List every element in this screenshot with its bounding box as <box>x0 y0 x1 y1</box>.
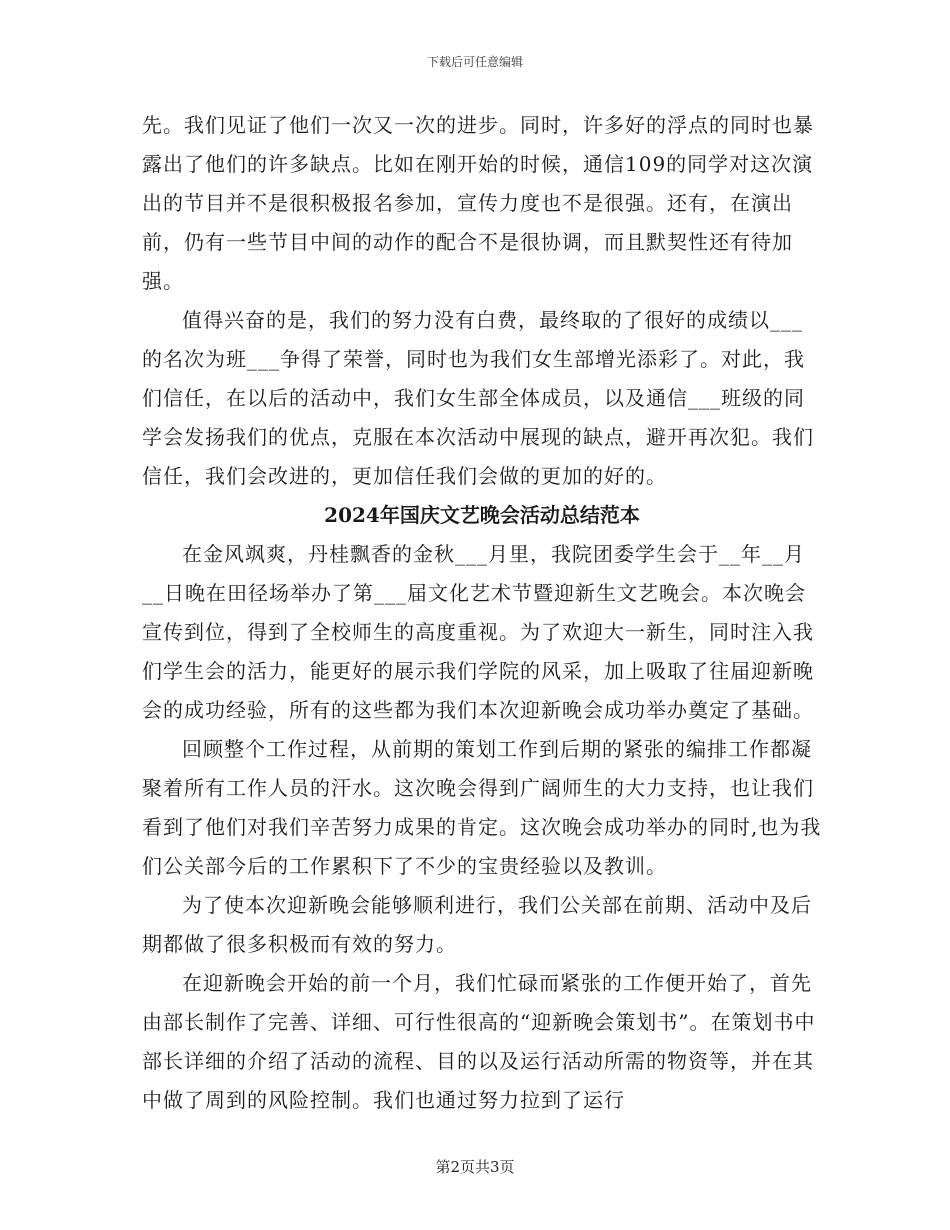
paragraph-intro: 在金风飒爽，丹桂飘香的金秋___月里，我院团委学生会于__年__月__日晚在田径场举办了第___届文化艺术节暨迎新生文艺晚会。本次晚会宣传到位，得到了全校师生的高度重视。为了欢迎大一新生，同时注入我们学生会的活力，能更好的展示我们学院的风采，加上吸取了往届迎新晚会的成功经验，所有的这些都为我们本次迎新晚会成功举办奠定了基础。 <box>142 542 814 722</box>
paragraph-results: 值得兴奋的是，我们的努力没有白费，最终取的了很好的成绩以___的名次为班___争得了荣誉，同时也为我们女生部增光添彩了。对此，我们信任，在以后的活动中，我们女生部全体成员，以及通信___班级的同学会发扬我们的优点，克服在本次活动中展现的缺点，避开再次犯。我们信任，我们会改进的，更加信任我们会做的更加的好的。 <box>142 308 814 488</box>
paragraph-continued: 先。我们见证了他们一次又一次的进步。同时，许多好的浮点的同时也暴露出了他们的许多缺点。比如在刚开始的时候，通信109的同学对这次演出的节目并不是很积极报名参加，宣传力度也不是很强。还有，在演出前，仍有一些节目中间的动作的配合不是很协调，而且默契性还有待加强。 <box>142 113 814 293</box>
page-footer: 第2页共3页 <box>435 1158 515 1176</box>
paragraph-preparation: 在迎新晚会开始的前一个月，我们忙碌而紧张的工作便开始了，首先由部长制作了完善、详细、可行性很高的“迎新晚会策划书”。在策划书中部长详细的介绍了活动的流程、目的以及运行活动所需的物资等，并在其中做了周到的风险控制。我们也通过努力拉到了运行 <box>142 971 816 1112</box>
page-header: 下载后可任意编辑 <box>426 55 523 69</box>
paragraph-efforts: 为了使本次迎新晚会能够顺利进行，我们公关部在前期、活动中及后期都做了很多积极而有效的努力。 <box>142 893 812 956</box>
section-title: 2024年国庆文艺晚会活动总结范本 <box>324 503 640 527</box>
document-body <box>142 106 822 1120</box>
paragraph-review: 回顾整个工作过程，从前期的策划工作到后期的紧张的编排工作都凝聚着所有工作人员的汗水。这次晚会得到广阔师生的大力支持，也让我们看到了他们对我们辛苦努力成果的肯定。这次晚会成功举办的同时,也为我们公关部今后的工作累积下了不少的宝贵经验以及教训。 <box>142 737 822 878</box>
